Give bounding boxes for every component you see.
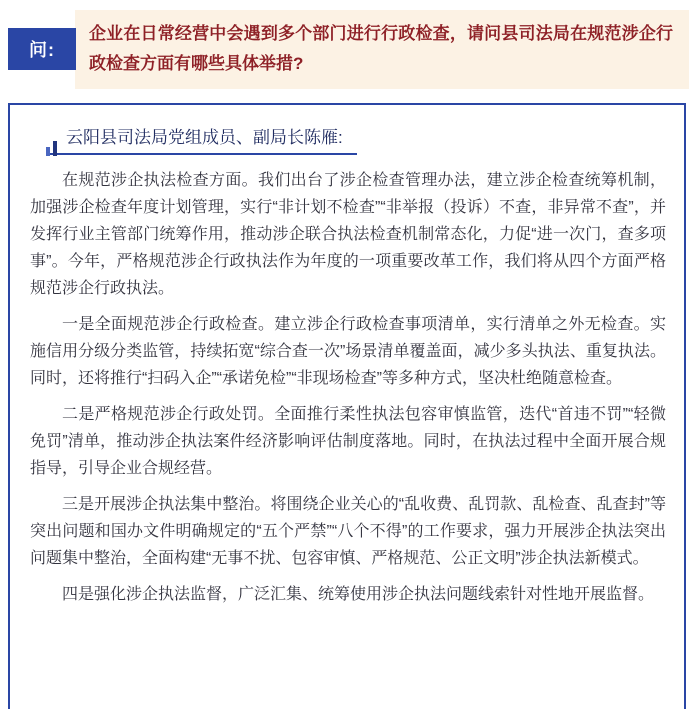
bar-short-icon [46,147,50,156]
answer-paragraph-4: 三是开展涉企执法集中整治。将围绕企业关心的“乱收费、乱罚款、乱检查、乱查封”等突出问题和国办文件明确规定的“五个严禁”“八个不得”的工作要求，强力开展涉企执法突出问题集中整治，全面构建“无事不扰、包容审慎、严格规范、公正文明”涉企执法新模式。 [30,496,666,567]
bars-icon [46,141,57,156]
answer-box [8,103,686,709]
answer-paragraph-5: 四是强化涉企执法监督，广泛汇集、统筹使用涉企执法问题线索针对性地开展监督。 [62,586,655,603]
speaker-name: 云阳县司法局党组成员、副局长陈雁: [66,128,343,147]
answer-paragraph-2: 一是全面规范涉企行政检查。建立涉企行政检查事项清单，实行清单之外无检查。实施信用分级分类监管，持续拓宽“综合查一次”场景清单覆盖面，减少多头执法、重复执法。同时，还将推行“扫码入企”“承诺免检”“非现场检查”等多种方式，坚决杜绝随意检查。 [30,316,666,387]
answer-paragraph-1: 在规范涉企执法检查方面。我们出台了涉企检查管理办法，建立涉企检查统筹机制，加强涉企检查年度计划管理，实行“非计划不检查”“非举报（投诉）不查，非异常不查”，并发挥行业主管部门统筹作用，推动涉企联合执法检查机制常态化，力促“进一次门，查多项事”。今年，严格规范涉企行政执法作为年度的一项重要改革工作，我们将从四个方面严格规范涉企行政执法。 [30,172,666,297]
speaker-header [46,127,357,155]
question-text: 企业在日常经营中会遇到多个部门进行行政检查，请问县司法局在规范涉企行政检查方面有哪些具体举措? [89,24,673,73]
bar-tall-icon [53,141,57,156]
question-box [75,10,689,89]
question-label-badge: 问: [8,28,76,70]
answer-paragraph-3: 二是严格规范涉企行政处罚。全面推行柔性执法包容审慎监管，迭代“首违不罚”“轻微免罚”清单，推动涉企执法案件经济影响评估制度落地。同时，在执法过程中全面开展合规指导，引导企业合规经营。 [30,406,666,477]
question-section [0,0,693,89]
answer-body [30,167,666,608]
